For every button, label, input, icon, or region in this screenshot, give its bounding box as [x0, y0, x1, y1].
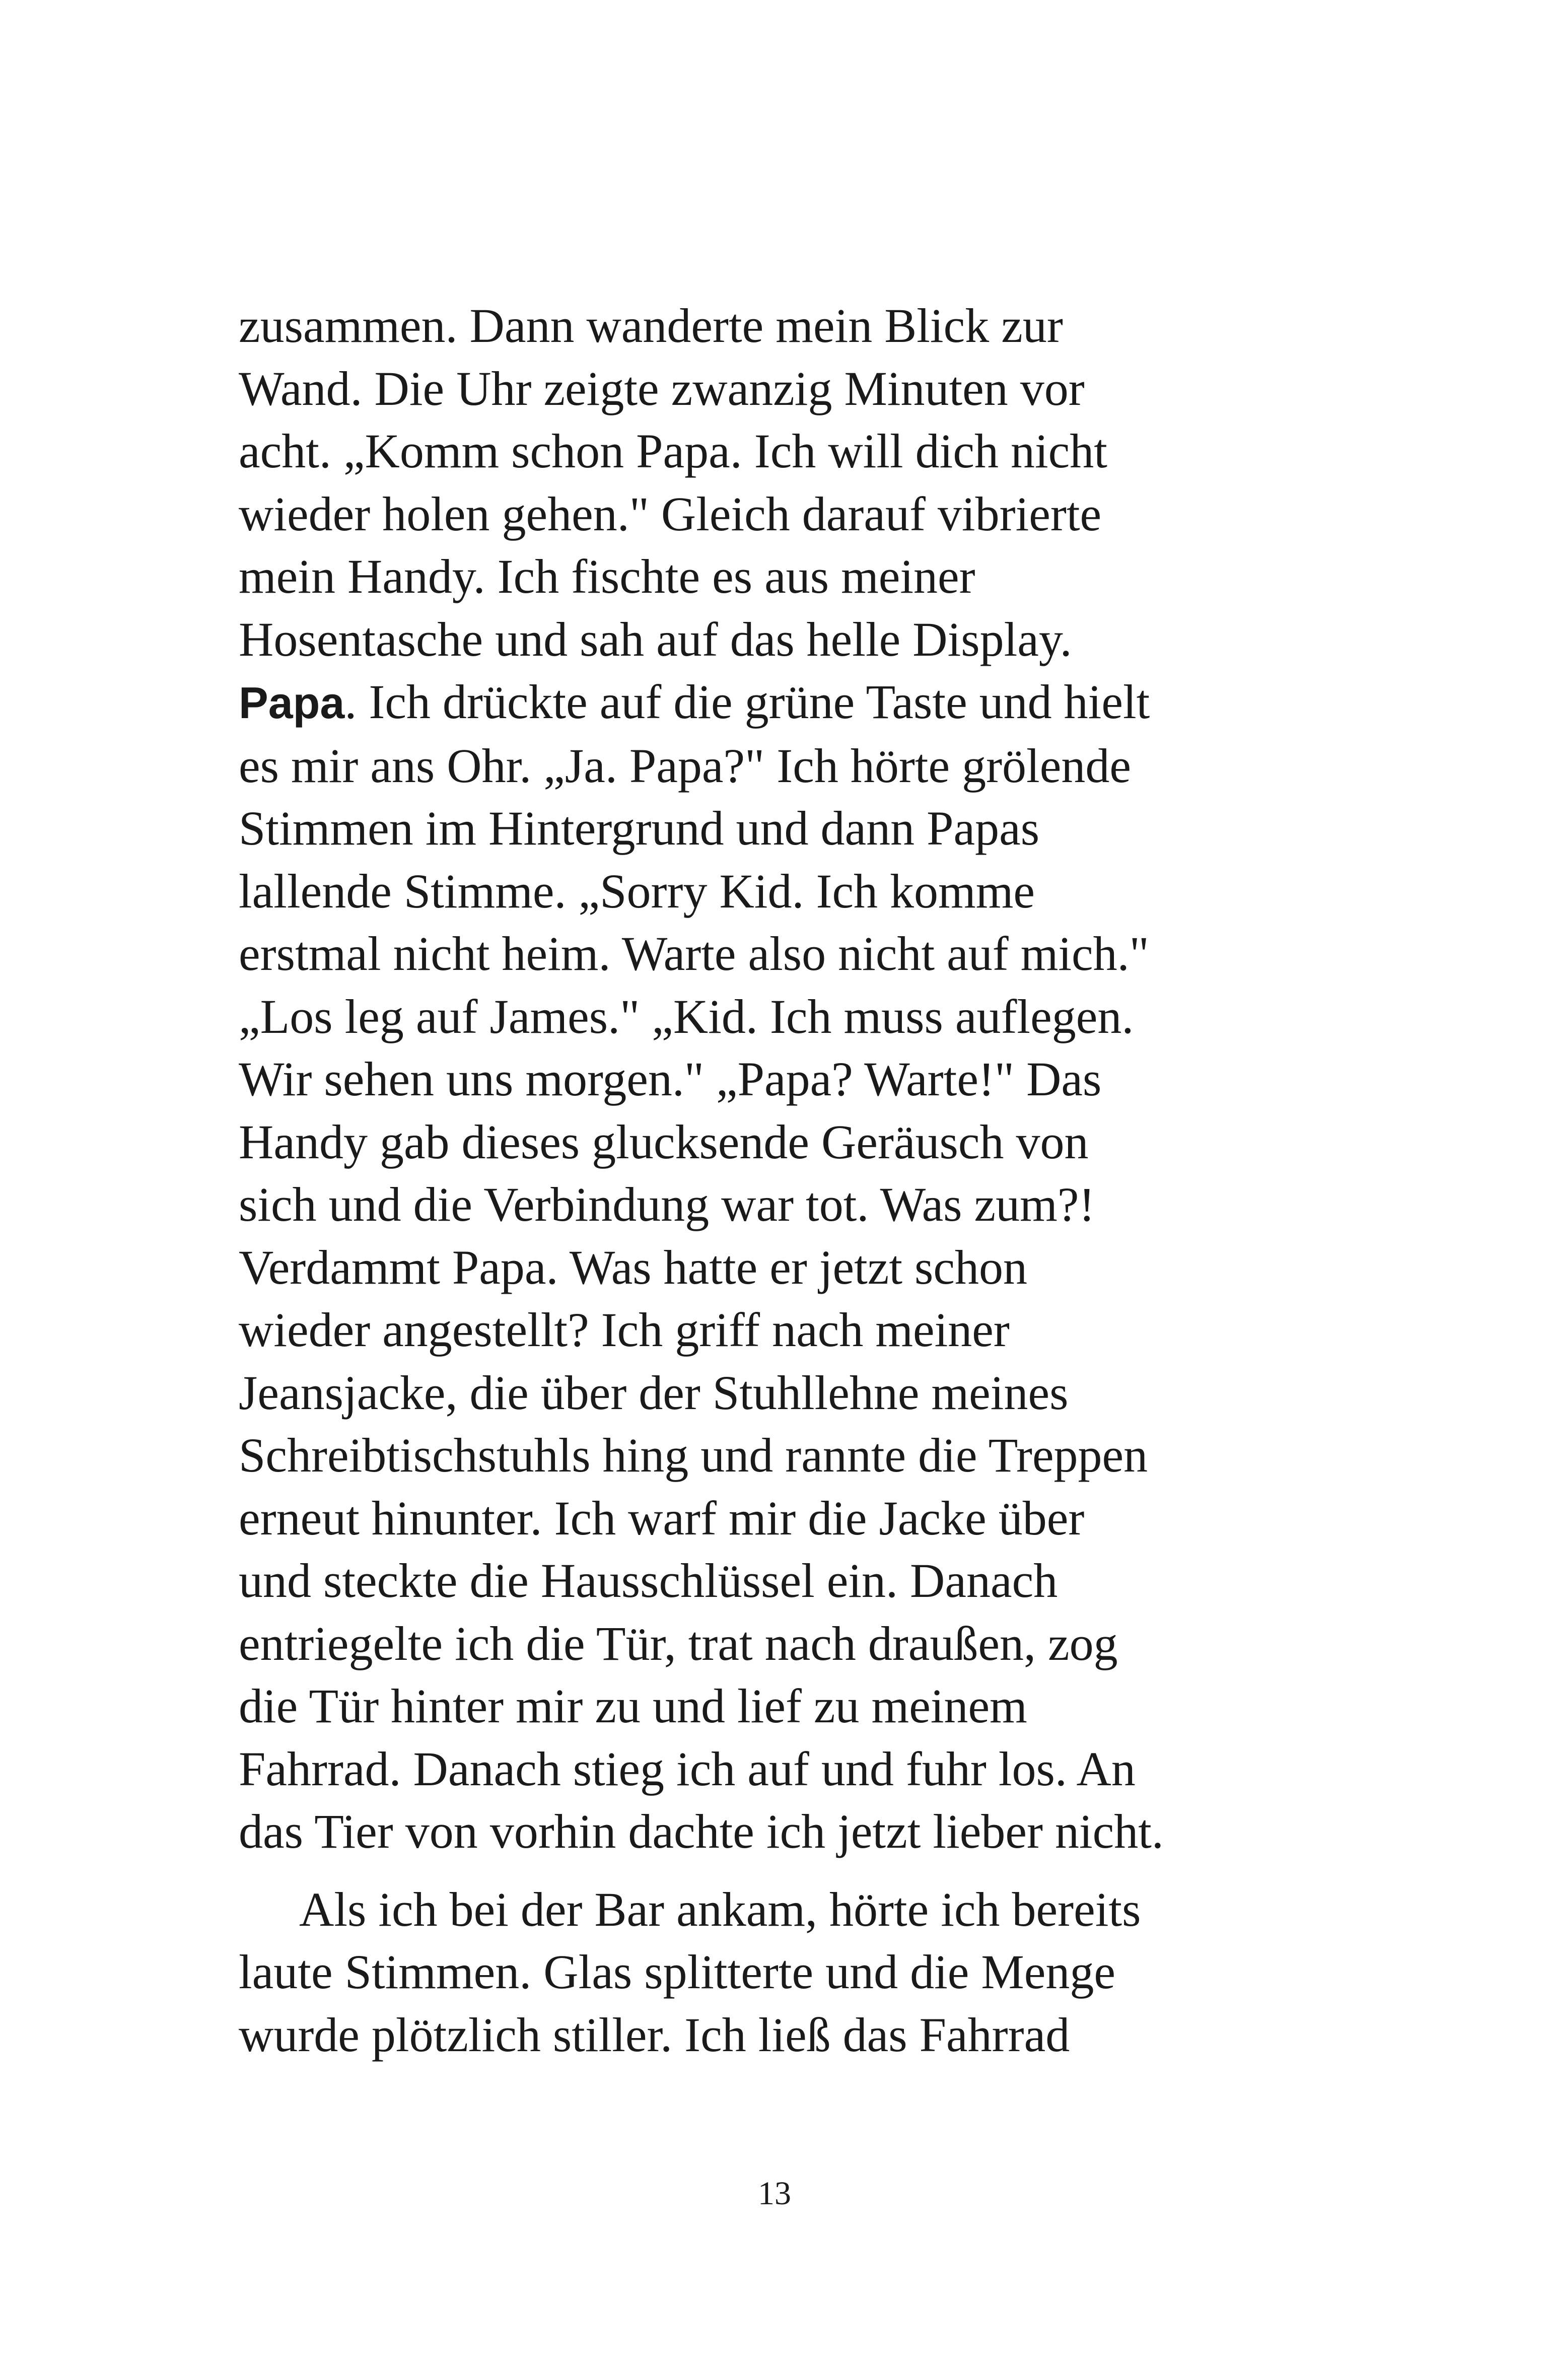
text-line: laute Stimmen. Glas splitterte und die Menge: [239, 1945, 1115, 1999]
text-line: [239, 671, 1336, 735]
text-line: Jeansjacke, die über der Stuhllehne meines: [239, 1365, 1069, 1420]
text-line-rest: . Ich drückte auf die grüne Taste und hielt: [344, 675, 1150, 729]
text-line: „Los leg auf James." „Kid. Ich muss auflegen.: [239, 989, 1134, 1043]
text-line: Fahrrad. Danach stieg ich auf und fuhr los. An: [239, 1741, 1136, 1796]
text-line: die Tür hinter mir zu und lief zu meinem: [239, 1679, 1027, 1733]
text-line: Wir sehen uns morgen." „Papa? Warte!" Das: [239, 1052, 1102, 1106]
text-line: und steckte die Hausschlüssel ein. Danach: [239, 1554, 1058, 1607]
text-line: Wand. Die Uhr zeigte zwanzig Minuten vor: [239, 361, 1085, 415]
body-text: [239, 295, 1336, 2066]
text-line: sich und die Verbindung war tot. Was zum?!: [239, 1177, 1095, 1231]
text-line: entriegelte ich die Tür, trat nach draußen, zog: [239, 1616, 1118, 1670]
text-line: Stimmen im Hintergrund und dann Papas: [239, 801, 1040, 855]
text-line: es mir ans Ohr. „Ja. Papa?" Ich hörte grölende: [239, 738, 1131, 793]
text-line: mein Handy. Ich fischte es aus meiner: [239, 549, 975, 603]
text-line: wieder angestellt? Ich griff nach meiner: [239, 1303, 1010, 1357]
text-line: wieder holen gehen." Gleich darauf vibrierte: [239, 486, 1102, 541]
text-line: Handy gab dieses glucksende Geräusch von: [239, 1114, 1089, 1169]
text-line: das Tier von vorhin dachte ich jetzt lieber nicht.: [239, 1804, 1164, 1858]
text-line: erneut hinunter. Ich warf mir die Jacke über: [239, 1491, 1085, 1545]
text-line: Verdammt Papa. Was hatte er jetzt schon: [239, 1240, 1027, 1294]
text-line: erstmal nicht heim. Warte also nicht auf mich.": [239, 927, 1149, 981]
text-line: zusammen. Dann wanderte mein Blick zur: [239, 299, 1063, 353]
page-number: 13: [758, 2175, 791, 2212]
text-line: Als ich bei der Bar ankam, hörte ich bereits: [299, 1882, 1141, 1936]
text-line: Hosentasche und sah auf das helle Display.: [239, 612, 1072, 666]
text-line: acht. „Komm schon Papa. Ich will dich nicht: [239, 424, 1107, 478]
text-line: wurde plötzlich stiller. Ich ließ das Fahrrad: [239, 2007, 1070, 2062]
text-line: Schreibtischstuhls hing und rannte die Treppen: [239, 1428, 1148, 1482]
text-line: lallende Stimme. „Sorry Kid. Ich komme: [239, 864, 1035, 918]
caller-name: Papa: [239, 678, 345, 728]
